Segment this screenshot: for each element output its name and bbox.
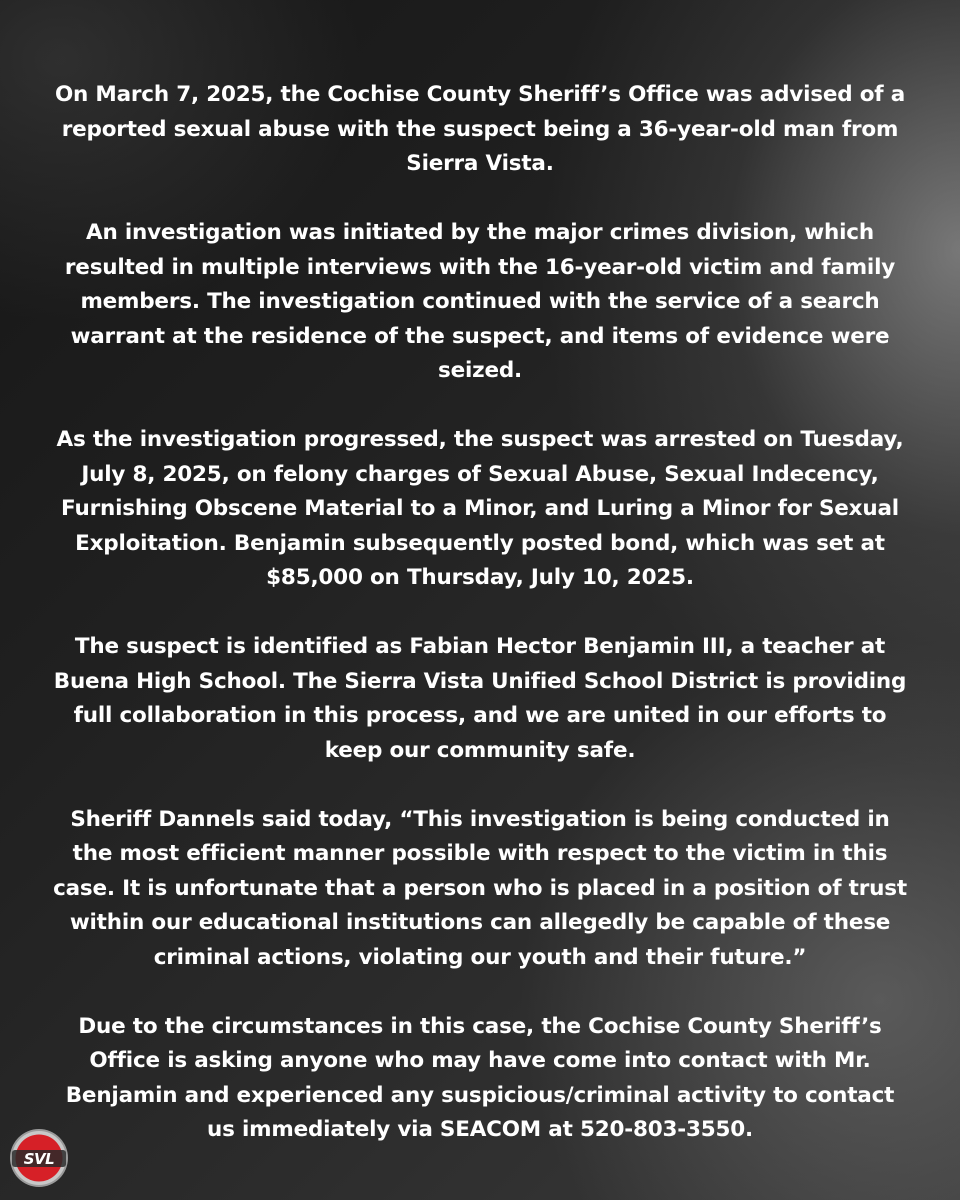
logo-text: SVL	[23, 1150, 55, 1168]
statement-paragraph-5: Sheriff Dannels said today, “This investigation is being conducted in the most efficient manner possible with respect to the victim in this case. It is unfortunate that a person who is placed in a position of trust within our educational institutions can allegedly be capable of these criminal actions, violating our youth and their future.”	[53, 806, 907, 970]
statement-paragraph-6: Due to the circumstances in this case, the Cochise County Sheriff’s Office is asking anyone who may have come into contact with Mr. Benjamin and experienced any suspicious/criminal activity to contact us immediately via SEACOM at 520-803-3550.	[65, 1013, 895, 1142]
svl-logo	[9, 1128, 69, 1188]
statement-paragraph-3: As the investigation progressed, the suspect was arrested on Tuesday, July 8, 2025, on felony charges of Sexual Abuse, Sexual Indecency, Furnishing Obscene Material to a Minor, and Luring a Minor for Sexual Exploitation. Benjamin subsequently posted bond, which was set at $85,000 on Thursday, July 10, 2025.	[56, 427, 904, 590]
statement-paragraph-2: An investigation was initiated by the major crimes division, which resulted in multiple interviews with the 16-year-old victim and family members. The investigation continued with the service of a search warrant at the residence of the suspect, and items of evidence were seized.	[64, 220, 896, 383]
statement-paragraph-4: The suspect is identified as Fabian Hector Benjamin III, a teacher at Buena High School. The Sierra Vista Unified School District is providing full collaboration in this process, and we are united in our efforts to keep our community safe.	[53, 634, 907, 763]
svl-logo-icon	[9, 1128, 69, 1188]
press-statement	[50, 78, 910, 1148]
statement-paragraph-1: On March 7, 2025, the Cochise County Sheriff’s Office was advised of a reported sexual abuse with the suspect being a 36-year-old man from Sierra Vista.	[54, 82, 906, 176]
